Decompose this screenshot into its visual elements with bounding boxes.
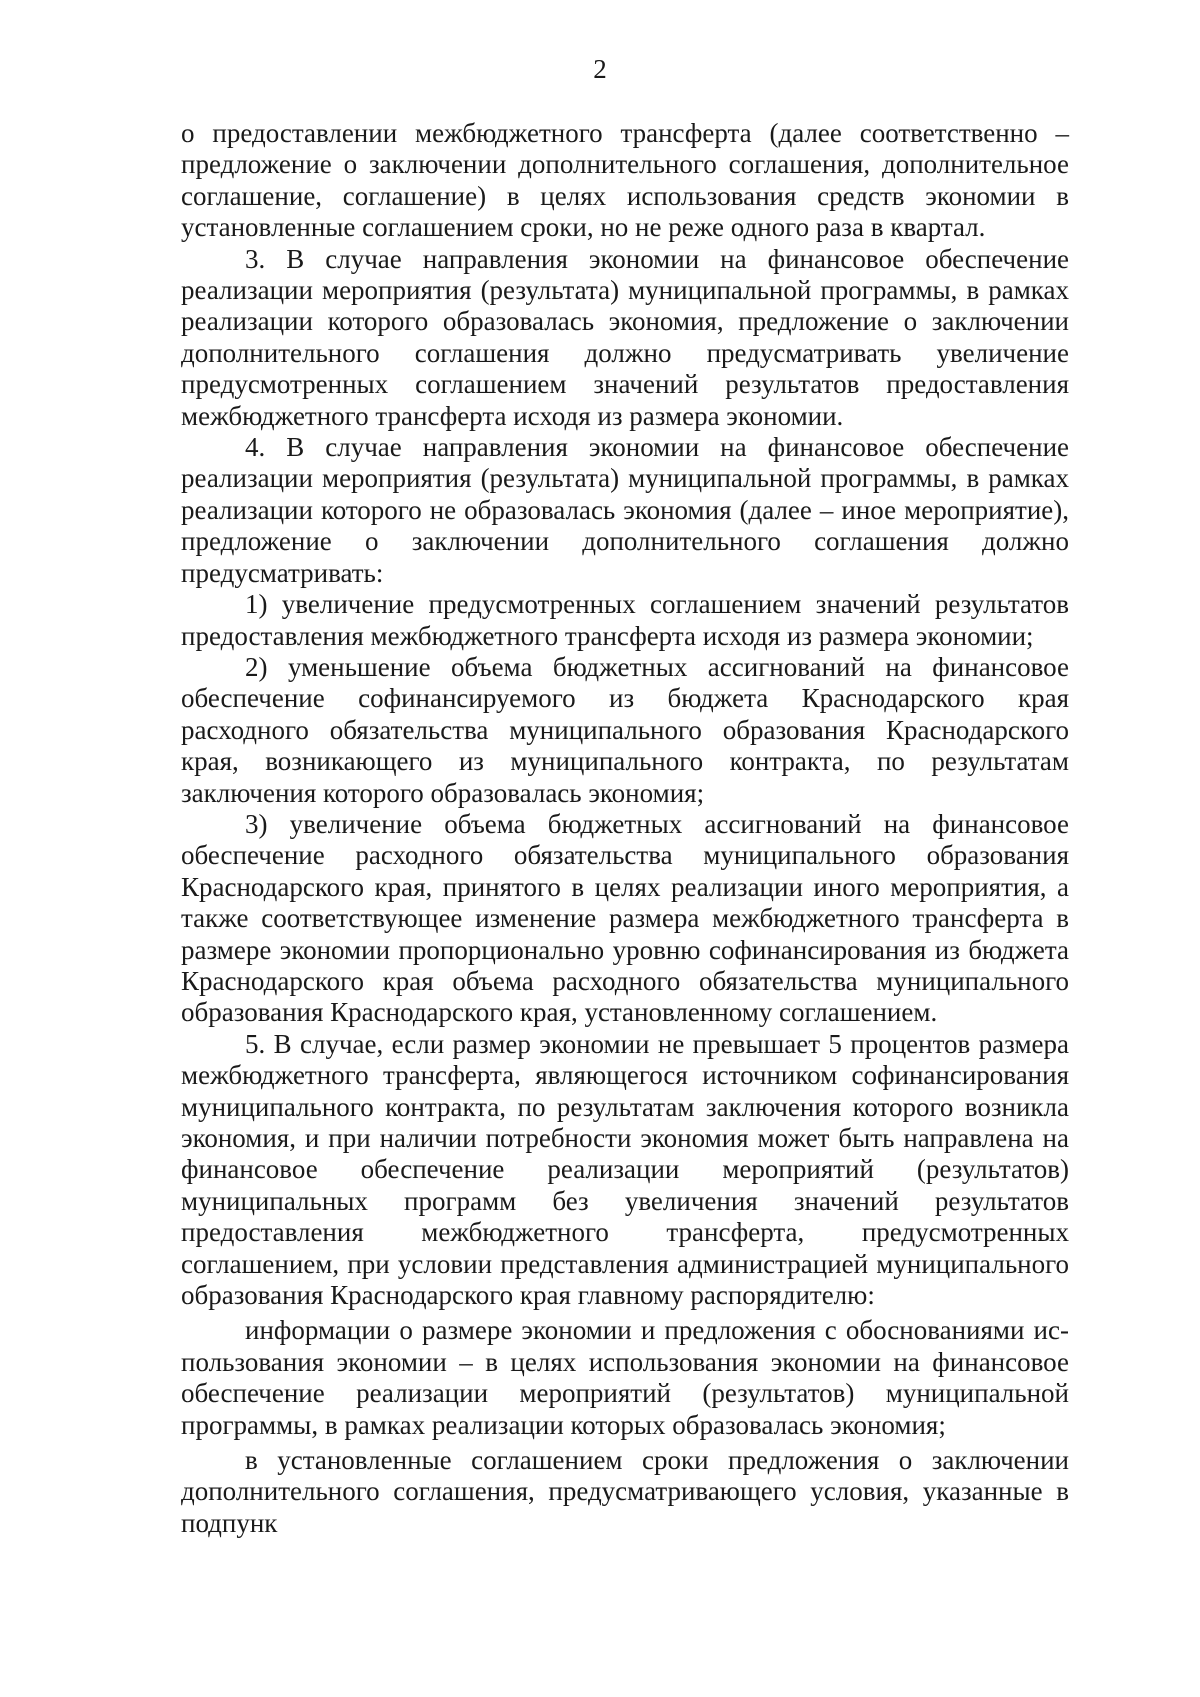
- paragraph-subitem-2: 2) уменьшение объема бюджетных ассигнований на финансовое обеспечение софинансируемого из бюджета Краснодарского края расходного обязательства муниципального образования Краснодарского края, возникающего из муниципального контракта, по результатам заключения которого образовалась экономия;: [181, 651, 1069, 808]
- paragraph-information: информации о размере экономии и предложения с обоснованиями использования экономии – в целях использования экономии на финансовое обеспечение реализации мероприятий (результатов) муниципальной программы, в рамках реализации которых образовалась экономия;: [181, 1315, 1069, 1440]
- paragraph-subitem-1: 1) увеличение предусмотренных соглашением значений результатов предоставления межбюджетного трансферта исходя из размера экономии;: [181, 589, 1069, 651]
- paragraph-item-5: 5. В случае, если размер экономии не превышает 5 процентов размера межбюджетного трансферта, являющегося источником софинансирования муниципального контракта, по результатам заключения которого возникла экономия, и при наличии потребности экономия может быть направлена на финансовое обеспечение реализации мероприятий (результатов) муниципальных программ без увеличения значений результатов предоставления межбюджетного трансферта, предусмотренных соглашением, при условии представления администрацией муниципального образования Краснодарского края главному распорядителю:: [181, 1028, 1069, 1311]
- page-number: 2: [593, 54, 607, 84]
- paragraph-item-4: 4. В случае направления экономии на финансовое обеспечение реализации мероприятия (результата) муниципальной программы, в рамках реализации которого не образовалась экономия (далее – иное мероприятие), предложение о заключении дополнительного соглашения должно предусматривать:: [181, 432, 1069, 588]
- paragraph-item-3: 3. В случае направления экономии на финансовое обеспечение реализации мероприятия (результата) муниципальной программы, в рамках реализации которого образовалась экономия, предложение о заключении дополнительного соглашения должно предусматривать увеличение предусмотренных соглашением значений результатов предоставления межбюджетного трансферта исходя из размера экономии.: [181, 243, 1069, 431]
- paragraph-subitem-3: 3) увеличение объема бюджетных ассигнований на финансовое обеспечение расходного обязательства муниципального образования Краснодарского края, принятого в целях реализации иного мероприятия, а также соответствующее изменение размера межбюджетного трансферта в размере экономии пропорционально уровню софинансирования из бюджета Краснодарского края объема расходного обязательства муниципального образования Краснодарского края, установленному соглашением.: [181, 808, 1069, 1028]
- paragraph-continuation: о предоставлении межбюджетного трансферта (далее соответственно – предложение о заключении дополнительного соглашения, дополнительное соглашение, соглашение) в целях использования средств экономии в установленные соглашением сроки, но не реже одного раза в квартал.: [181, 118, 1069, 243]
- document-body: [181, 118, 1069, 1539]
- paragraph-proposal-terms: в установленные соглашением сроки предложения о заключении дополнительного соглашения, предусматривающего условия, указанные в подпунк: [181, 1445, 1069, 1538]
